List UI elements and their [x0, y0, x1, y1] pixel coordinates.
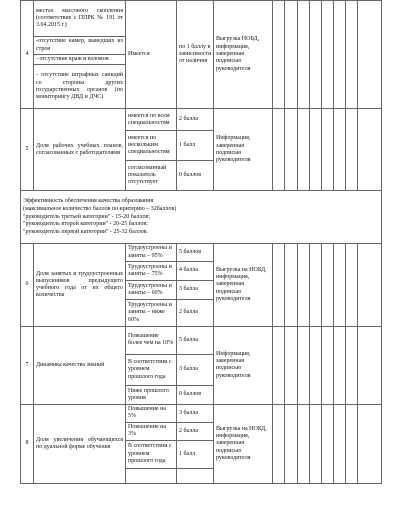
criterion-text: Доля занятых и трудоустроенных выпускников предыдущего учебного года от их общего количества [34, 244, 126, 327]
source-text: Информация, заверенная подписью руководителя [214, 109, 273, 191]
points-text: по 1 баллу в зависимости от наличия [177, 1, 214, 109]
indicator-text: Повышение более чем на 10% [126, 326, 177, 354]
points-text: 2 балла [177, 299, 214, 326]
indicator-text: имеется по нескольким специальностям [126, 131, 177, 161]
section-line: "руководитель второй категории" - 20-25 баллов; [23, 221, 148, 228]
criterion-text: местах массового скопления (соответствие с ППРК № 191 от 3.04.2015 г.) [34, 1, 126, 37]
table-row [21, 326, 382, 354]
section-subtitle: (максимальное количество баллов по критерию – 32баллов) [23, 205, 177, 212]
indicator-text: Трудоустроены и заняты – 95% [126, 244, 177, 262]
indicator-text: Повышение на 3% [126, 422, 177, 440]
section-line: "руководитель третьей категории" - 15-20 баллов; [23, 213, 151, 220]
source-text: Выгрузка на НОБД, информация, заверенная подписью руководителя [214, 244, 273, 327]
points-text: 0 баллов [177, 161, 214, 191]
row-number: 6 [21, 244, 34, 327]
table-row [21, 244, 382, 262]
indicator-text: В соответствии с уровнем прошлого года [126, 440, 177, 468]
points-text: 3 балла [177, 280, 214, 299]
points-text: 4 балла [177, 261, 214, 280]
points-text: 3 балла [177, 404, 214, 422]
table-row [21, 109, 382, 131]
source-text: Выгрузка НОБД, информация, заверенная подписью руководителя [214, 1, 273, 109]
row-number: 4 [21, 1, 34, 109]
indicator-text: Имеется [126, 1, 177, 109]
indicator-text: В соответствии с уровнем прошлого года [126, 354, 177, 385]
points-text: 1 балл [177, 131, 214, 161]
criterion-text: - отсутствие краж и взломов [34, 55, 126, 65]
indicator-text: Повышение на 5% [126, 404, 177, 422]
points-text: 2 балла [177, 109, 214, 131]
row-number: 5 [21, 109, 34, 191]
row-number: 8 [21, 404, 34, 483]
table-row [21, 404, 382, 422]
points-text [177, 468, 214, 483]
criterion-text: -отсутствие камер, выведших из строя [34, 37, 126, 55]
source-text: Информация, заверенная подписью руководителя [214, 326, 273, 404]
criterion-text: Динамика качества знаний [34, 326, 126, 404]
indicator-text [126, 468, 177, 483]
section-line: "руководитель первой категории" - 25-32 баллов. [23, 228, 149, 235]
points-text: 5 баллов [177, 244, 214, 262]
criterion-text: Доля увеличения обучающихся по дуальной форме обучения [34, 404, 126, 483]
row-number: 7 [21, 326, 34, 404]
source-text: Выгрузка на НОБД, информация, заверенная подписью руководителя [214, 404, 273, 483]
indicator-text: имеется по всем специальностям [126, 109, 177, 131]
table-row [21, 1, 382, 37]
points-text: 3 балла [177, 354, 214, 385]
points-text: 5 балла [177, 326, 214, 354]
indicator-text: согласованный показатель отсутствует [126, 161, 177, 191]
section-header-row [21, 191, 382, 244]
criterion-text: - отсутствие штрафных санкций со стороны других государственных органов (по мониторингу ДВД и ДЧС) [34, 65, 126, 109]
section-block [21, 191, 382, 244]
criterion-text: Доля рабочих учебных планов, согласованных с работодателями [34, 109, 126, 191]
indicator-text: Ниже прошлого уровня [126, 385, 177, 404]
indicator-text: Трудоустроены и заняты – 60% [126, 280, 177, 299]
indicator-text: Трудоустроены и заняты – ниже 60% [126, 299, 177, 326]
section-title: Эффективность обеспечения качества образования [23, 198, 154, 205]
points-text: 0 баллов [177, 385, 214, 404]
criteria-table [20, 0, 382, 484]
points-text: 1 балл [177, 440, 214, 468]
points-text: 2 балла [177, 422, 214, 440]
indicator-text: Трудоустроены и заняты – 75% [126, 261, 177, 280]
